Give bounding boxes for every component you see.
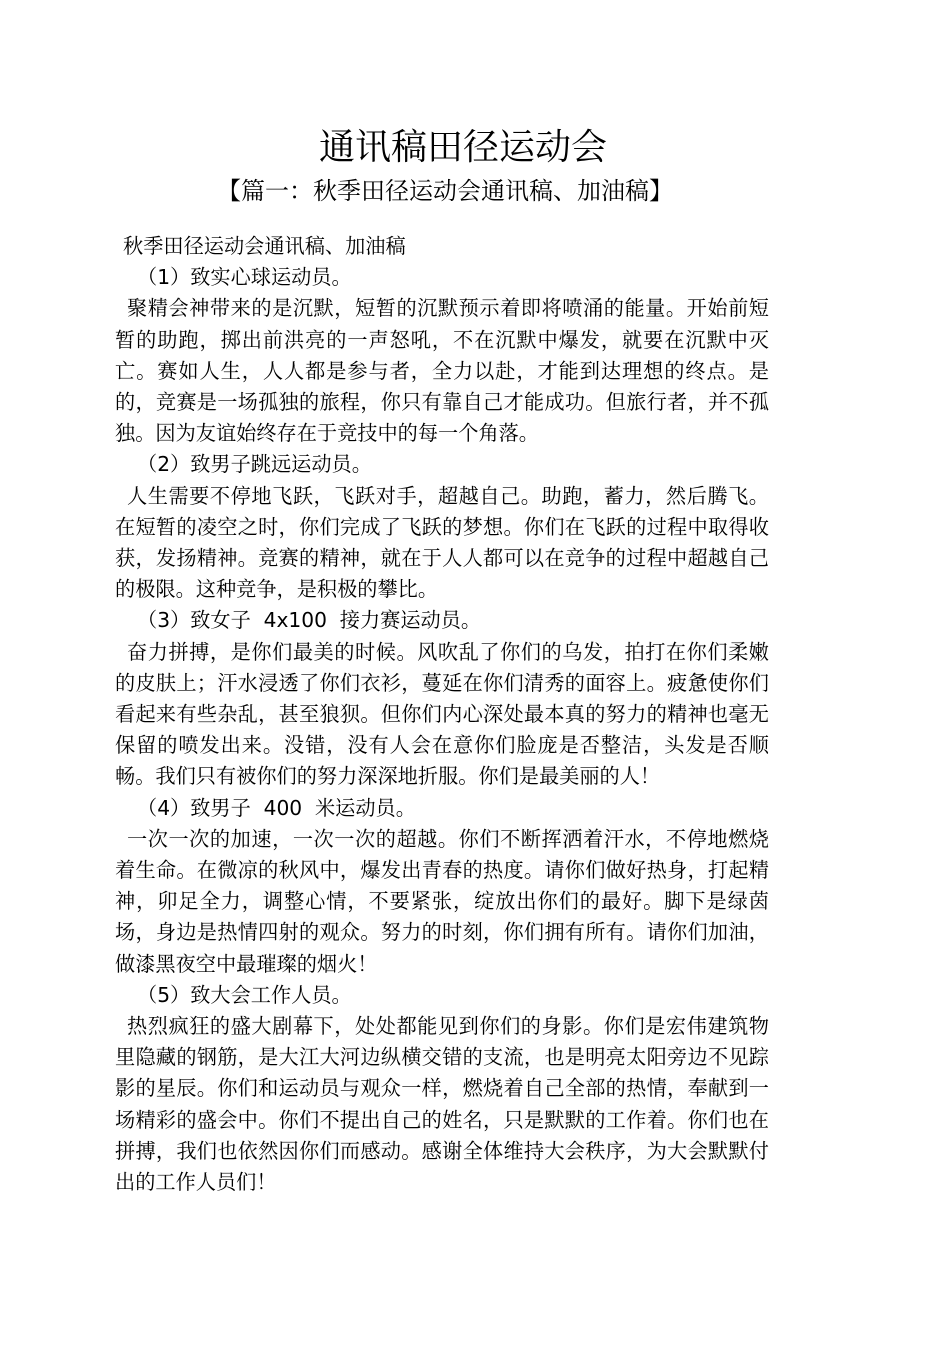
section-heading-shot-put: （1）致实心球运动员。 bbox=[137, 265, 352, 290]
section-heading-long-jump: （2）致男子跳远运动员。 bbox=[137, 452, 372, 477]
section-paragraph-relay: 奋力拼搏，是你们最美的时候。风吹乱了你们的乌发，拍打在你们柔嫩的皮肤上；汗水浸透了你们衣衫，蔓延在你们清秀的面容上。疲惫使你们看起来有些杂乱，甚至狼狈。但你们内心深处最本真的努力的精神也毫无保留的喷发出来。没错，没有人会在意你们脸庞是否整洁，头发是否顺畅。我们只有被你们的努力深深地折服。你们是最美丽的人！ bbox=[115, 639, 769, 789]
section-heading-staff: （5）致大会工作人员。 bbox=[137, 982, 352, 1007]
document-body bbox=[115, 231, 769, 1198]
document-title: 通讯稿田径运动会 bbox=[318, 127, 607, 168]
lead-line: 秋季田径运动会通讯稿、加油稿 bbox=[123, 234, 406, 258]
section-paragraph-shot-put: 聚精会神带来的是沉默，短暂的沉默预示着即将喷涌的能量。开始前短暂的助跑，掷出前洪亮的一声怒吼，不在沉默中爆发，就要在沉默中灭亡。赛如人生，人人都是参与者，全力以赴，才能到达理想的终点。是的，竞赛是一场孤独的旅程，你只有靠自己才能成功。但旅行者，并不孤独。因为友谊始终存在于竞技中的每一个角落。 bbox=[115, 296, 769, 446]
section-paragraph-long-jump: 人生需要不停地飞跃，飞跃对手，超越自己。助跑，蓄力，然后腾飞。在短暂的凌空之时，你们完成了飞跃的梦想。你们在飞跃的过程中取得收获，发扬精神。竞赛的精神，就在于人人都可以在竞争的过程中超越自己的极限。这种竞争，是积极的攀比。 bbox=[115, 483, 769, 602]
section-paragraph-400m: 一次一次的加速，一次一次的超越。你们不断挥洒着汗水，不停地燃烧着生命。在微凉的秋风中，爆发出青春的热度。请你们做好热身，打起精神，卯足全力，调整心情，不要紧张，绽放出你们的最好。脚下是绿茵场，身边是热情四射的观众。努力的时刻，你们拥有所有。请你们加油，做漆黑夜空中最璀璨的烟火！ bbox=[115, 826, 769, 976]
section-paragraph-staff: 热烈疯狂的盛大剧幕下，处处都能见到你们的身影。你们是宏伟建筑物里隐藏的钢筋，是大江大河边纵横交错的支流，也是明亮太阳旁边不见踪影的星辰。你们和运动员与观众一样，燃烧着自己全部的热情，奉献到一场精彩的盛会中。你们不提出自己的姓名，只是默默的工作着。你们也在拼搏，我们也依然因你们而感动。感谢全体维持大会秩序，为大会默默付出的工作人员们！ bbox=[115, 1014, 769, 1195]
section-heading-400m: （4）致男子 400 米运动员。 bbox=[137, 795, 416, 820]
section-heading-relay: （3）致女子 4x100 接力赛运动员。 bbox=[137, 608, 482, 633]
document-subtitle: 【篇一：秋季田径运动会通讯稿、加油稿】 bbox=[217, 177, 673, 205]
